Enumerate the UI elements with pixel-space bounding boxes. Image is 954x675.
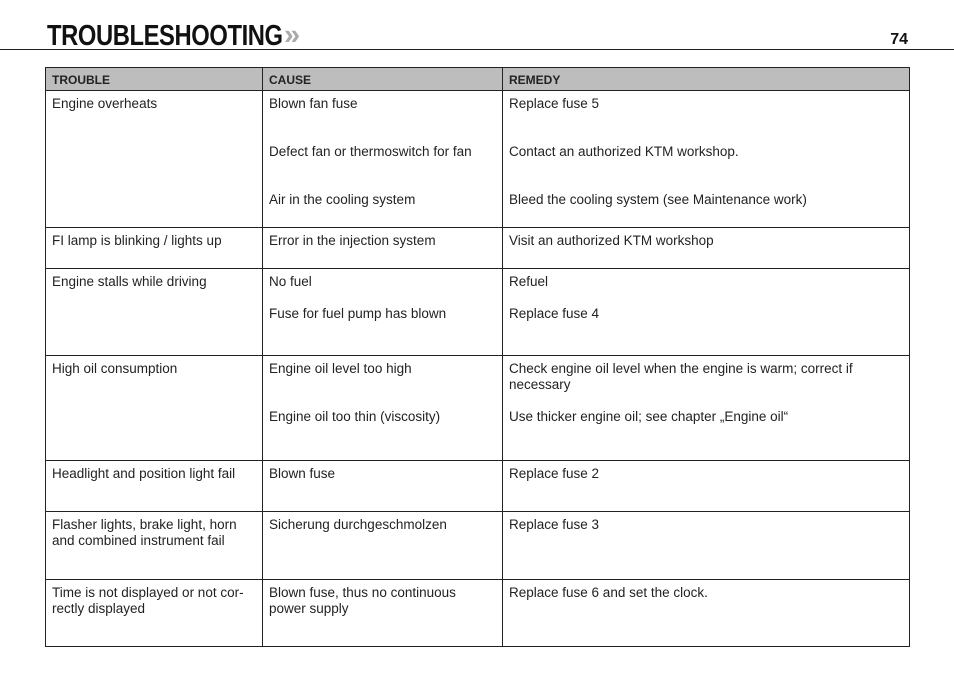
cause-text: Air in the cooling system [269,192,416,207]
remedy-cell [503,356,910,461]
cause-cell [263,580,503,647]
table-row [46,91,910,228]
trouble-cell [46,228,263,269]
cause-cell [263,512,503,580]
remedy-text: Replace fuse 5 [509,96,600,111]
trouble-text: Engine stalls while driving [52,274,207,289]
remedy-text: Replace fuse 2 [509,466,600,481]
cause-cell [263,269,503,356]
remedy-text: Replace fuse 4 [509,306,600,321]
table-row [46,512,910,580]
trouble-cell [46,91,263,228]
cause-cell [263,91,503,228]
column-header-trouble: TROUBLE [46,68,263,91]
table-row [46,461,910,512]
table-row [46,228,910,269]
cause-text: No fuel [269,274,312,289]
page-number: 74 [890,31,908,48]
cause-text: Defect fan or thermoswitch for fan [269,144,472,159]
remedy-text: Refuel [509,274,549,289]
trouble-text: Engine overheats [52,96,158,111]
remedy-text: Visit an authorized KTM workshop [509,233,714,248]
remedy-text: Bleed the cooling system (see Maintenance work) [509,192,807,207]
cause-cell [263,356,503,461]
page-title: TROUBLESHOOTING [47,20,283,52]
table-header-row [46,68,910,91]
remedy-cell [503,228,910,269]
column-header-remedy: REMEDY [503,68,910,91]
trouble-text: Headlight and position light fail [52,466,236,481]
remedy-cell [503,461,910,512]
cause-cell [263,461,503,512]
cause-text: Error in the injection system [269,233,436,248]
trouble-text: Time is not displayed or not cor-rectly displayed [52,585,244,616]
remedy-text: Contact an authorized KTM workshop. [509,144,739,159]
trouble-cell [46,580,263,647]
remedy-cell [503,512,910,580]
column-header-cause: CAUSE [263,68,503,91]
remedy-text: Check engine oil level when the engine is warm; correct if necessary [509,361,853,392]
table-row [46,580,910,647]
cause-text: Engine oil level too high [269,361,412,376]
trouble-cell [46,269,263,356]
remedy-cell [503,580,910,647]
trouble-text: Flasher lights, brake light, horn and combined instrument fail [52,517,237,548]
trouble-cell [46,356,263,461]
remedy-text: Replace fuse 6 and set the clock. [509,585,708,600]
remedy-cell [503,269,910,356]
remedy-cell [503,91,910,228]
troubleshooting-table [45,67,910,647]
cause-text: Blown fan fuse [269,96,358,111]
cause-text: Blown fuse, thus no continuous power supply [269,585,456,616]
table-row [46,269,910,356]
trouble-cell [46,512,263,580]
remedy-text: Use thicker engine oil; see chapter „Engine oil“ [509,409,789,424]
cause-text: Engine oil too thin (viscosity) [269,409,441,424]
cause-text: Blown fuse [269,466,336,481]
trouble-cell [46,461,263,512]
page-header [0,0,954,50]
cause-text: Sicherung durchgeschmolzen [269,517,447,532]
remedy-text: Replace fuse 3 [509,517,600,532]
trouble-text: High oil consumption [52,361,178,376]
chevron-icon: » [284,19,301,51]
trouble-text: FI lamp is blinking / lights up [52,233,222,248]
cause-text: Fuse for fuel pump has blown [269,306,447,321]
table-row [46,356,910,461]
cause-cell [263,228,503,269]
